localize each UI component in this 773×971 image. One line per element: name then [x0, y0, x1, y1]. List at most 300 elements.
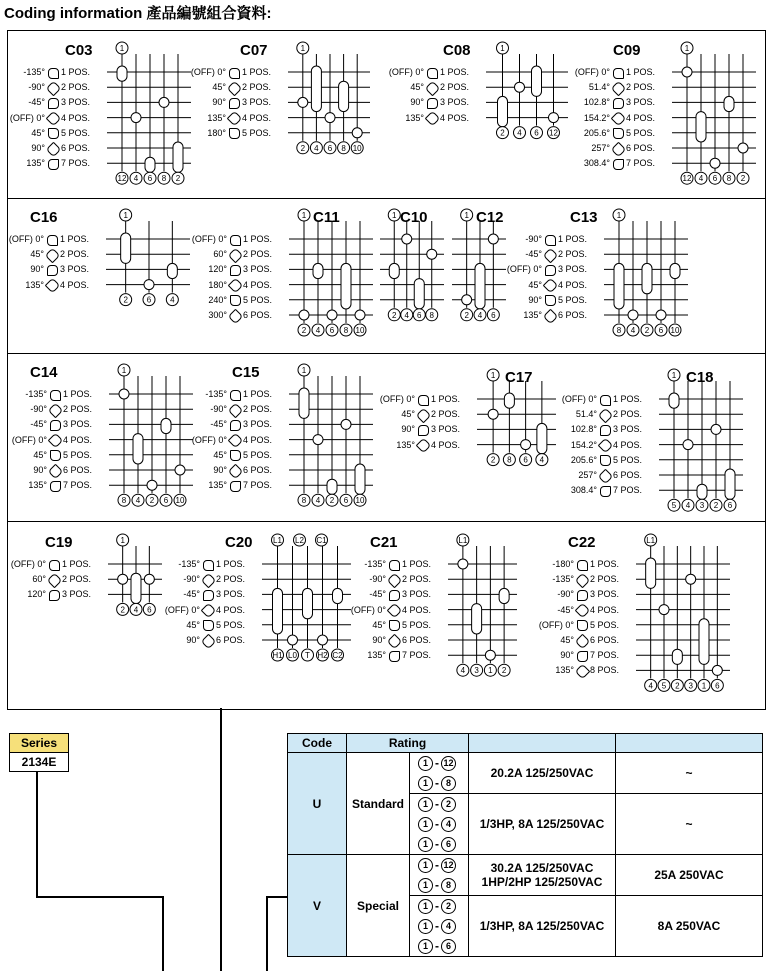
position-label: 2 POS. [440, 82, 470, 93]
connector-line [36, 896, 164, 898]
position-label: 2 POS. [62, 574, 92, 585]
terminal-label: 2 [644, 326, 650, 335]
position-label: 7 POS. [61, 158, 91, 169]
position-angle: (OFF) 0° [9, 112, 45, 123]
terminal-circle-label: 1 [418, 756, 433, 771]
terminal-label: 8 [429, 310, 434, 320]
position-angle: 90° [31, 143, 45, 153]
terminal-label: 1 [119, 44, 125, 53]
position-label: 5 POS. [590, 619, 620, 630]
type-cell: Special [347, 855, 410, 957]
contact-bar [699, 619, 709, 665]
terminal-label: 2 [149, 496, 155, 506]
position-label: 7 POS. [590, 650, 620, 661]
position-label: 1 POS. [60, 234, 90, 244]
terminal-label: 6 [343, 496, 349, 506]
switch-code-label: C09 [613, 42, 641, 59]
position-angle: -135° [364, 559, 386, 569]
position-label: 6 POS. [63, 465, 93, 475]
terminal-label: 6 [327, 143, 333, 153]
terminal-label: 4 [648, 681, 653, 691]
position-label: 2 POS. [63, 404, 93, 415]
terminal-label: 4 [685, 501, 691, 511]
header-blank [616, 734, 763, 753]
position-label: 4 POS. [626, 112, 656, 123]
type-cell: Standard [347, 753, 410, 855]
terminal-circle-label: 1 [418, 817, 433, 832]
position-label: 6 POS. [613, 470, 643, 480]
code-cell: V [288, 855, 347, 957]
terminal-label: 1 [701, 681, 707, 691]
terminal-label: L1 [646, 536, 656, 545]
position-angle: 45° [33, 449, 47, 460]
position-label: 5 POS. [61, 127, 91, 138]
position-label: 6 POS. [216, 635, 246, 645]
terminal-label: 1 [392, 211, 397, 220]
terminal-label: 2 [392, 310, 397, 320]
switch-code-label: C08 [443, 42, 471, 59]
terminal-circle-label: 1 [418, 797, 433, 812]
position-angle: 135° [367, 650, 386, 661]
position-label: 2 POS. [558, 249, 588, 260]
position-angle: 45° [31, 127, 45, 138]
terminal-label: 10 [670, 326, 680, 335]
position-label: 1 POS. [63, 389, 93, 399]
terminal-label: 4 [404, 310, 409, 320]
position-label: 3 POS. [216, 589, 246, 600]
switch-code-label: C07 [240, 42, 268, 59]
terminal-label: 1 [300, 44, 306, 53]
terminal-circle-label: 12 [441, 756, 456, 771]
position-label: 4 POS. [243, 434, 273, 445]
position-label: 5 POS. [216, 619, 246, 630]
position-label: 3 POS. [63, 419, 93, 430]
terminal-label: L0 [288, 651, 297, 660]
terminal-label: 8 [121, 496, 127, 506]
position-angle: 120° [208, 264, 227, 275]
connector-line [36, 771, 38, 898]
position-angle: 205.6° [583, 127, 610, 138]
position-angle: -45° [183, 589, 200, 600]
position-label: 3 POS. [558, 264, 588, 275]
terminal-circle-label: 1 [418, 899, 433, 914]
position-angle: -135° [25, 389, 47, 399]
switch-code-label: C03 [65, 42, 93, 59]
switch-code-label: C19 [45, 534, 73, 551]
position-label: 3 POS. [431, 424, 461, 435]
position-angle: (OFF) 0° [191, 234, 227, 244]
position-angle: 45° [372, 619, 386, 630]
position-angle: -135° [178, 559, 200, 569]
terminal-label: 3 [688, 681, 693, 691]
position-label: 5 POS. [402, 619, 432, 630]
terminal-label: 6 [658, 326, 664, 335]
position-angle: 300° [208, 310, 227, 320]
terminal-label: 1 [464, 211, 469, 220]
position-angle: (OFF) 0° [388, 67, 424, 77]
terminal-label: 2 [501, 666, 507, 676]
position-angle: 135° [28, 480, 47, 491]
terminal-label: 1 [123, 211, 128, 220]
position-angle: (OFF) 0° [561, 394, 597, 404]
terminal-label: 6 [534, 128, 539, 138]
terminal-label: L1 [273, 536, 282, 545]
position-angle: -135° [23, 67, 45, 77]
terminal-label: 4 [133, 605, 139, 615]
rating-cell: 1/3HP, 8A 125/250VAC [469, 794, 616, 855]
terminal-label: T [305, 651, 310, 660]
terminal-label: 6 [727, 501, 733, 511]
terminal-label: 4 [315, 326, 321, 335]
position-angle: 102.8° [570, 424, 597, 435]
position-angle: (OFF) 0° [506, 264, 542, 275]
position-angle: 90° [213, 465, 227, 475]
position-angle: 205.6° [570, 454, 597, 465]
position-angle: -45° [28, 97, 45, 108]
position-label: 1 POS. [242, 67, 272, 77]
position-angle: -90° [28, 82, 45, 93]
terminal-circle-label: 2 [441, 899, 456, 914]
terminal-label: 1 [500, 44, 505, 53]
position-angle: 45° [401, 409, 415, 420]
position-angle: 154.2° [583, 112, 610, 123]
contact-bar [646, 558, 656, 588]
page-title: Coding information 產品編號組合資料: [4, 5, 272, 22]
position-angle: 135° [523, 310, 542, 320]
position-angle: -45° [557, 604, 574, 615]
series-header: Series [9, 733, 69, 753]
position-label: 3 POS. [60, 264, 90, 275]
position-label: 1 POS. [626, 67, 656, 77]
position-label: 1 POS. [558, 234, 588, 244]
terminal-label: 4 [315, 496, 321, 506]
terminal-label: 2 [675, 681, 680, 691]
position-angle: (OFF) 0° [164, 604, 200, 615]
position-label: 4 POS. [63, 434, 93, 445]
position-angle: (OFF) 0° [11, 434, 47, 445]
position-label: 1 POS. [61, 67, 91, 77]
position-angle: -45° [525, 249, 542, 260]
position-angle: (OFF) 0° [350, 604, 386, 615]
terminal-label: 4 [477, 310, 483, 320]
position-label: 5 POS. [626, 127, 656, 138]
position-label: 5 POS. [613, 454, 643, 465]
position-angle: 154.2° [570, 439, 597, 450]
terminal-circle-label: 8 [441, 878, 456, 893]
terminal-label: 2 [464, 310, 469, 320]
position-label: 1 POS. [590, 559, 620, 569]
terminal-label: 2 [120, 605, 125, 615]
position-angle: 257° [591, 143, 610, 153]
position-label: 6 POS. [243, 310, 273, 320]
position-angle: 120° [27, 589, 46, 600]
position-label: 4 POS. [558, 279, 588, 290]
terminal-circle-label: 1 [418, 837, 433, 852]
position-angle: -90° [30, 404, 47, 415]
terminal-label: 4 [517, 128, 522, 138]
position-angle: 135° [405, 112, 424, 123]
position-label: 2 POS. [242, 82, 272, 93]
position-angle: 135° [555, 665, 574, 676]
terminal-label: 8 [301, 496, 307, 506]
position-label: 4 POS. [613, 439, 643, 450]
position-label: 6 POS. [626, 143, 656, 153]
position-label: 1 POS. [402, 559, 432, 569]
position-angle: 60° [32, 574, 46, 585]
position-label: 6 POS. [243, 465, 273, 475]
position-angle: 90° [212, 97, 226, 108]
position-label: 5 POS. [242, 127, 272, 138]
terminal-label: 12 [682, 174, 692, 184]
connector-line [266, 896, 288, 898]
terminal-label: C2 [332, 651, 343, 660]
terminal-label: 2 [329, 496, 335, 506]
position-label: 1 POS. [62, 559, 92, 569]
position-label: 2 POS. [402, 574, 432, 585]
terminal-circle-label: 6 [441, 939, 456, 954]
switch-code-label: C22 [568, 534, 596, 551]
terminal-label: 6 [715, 681, 720, 691]
position-label: 3 POS. [243, 264, 273, 275]
terminal-label: 4 [539, 455, 545, 465]
position-label: 1 POS. [243, 389, 273, 399]
position-label: 5 POS. [558, 294, 588, 305]
position-angle: 90° [401, 424, 415, 435]
position-label: 6 POS. [61, 143, 91, 153]
position-angle: 45° [528, 279, 542, 290]
position-label: 4 POS. [243, 279, 273, 290]
position-angle: 90° [528, 294, 542, 305]
position-label: 3 POS. [242, 97, 272, 108]
connector-line [266, 896, 268, 971]
position-angle: 90° [560, 650, 574, 661]
terminal-label: 2 [490, 455, 496, 465]
position-angle: (OFF) 0° [379, 394, 415, 404]
position-label: 2 POS. [61, 82, 91, 93]
combo-cell: 1 - 12 1 - 8 [410, 855, 469, 896]
position-label: 4 POS. [242, 112, 272, 123]
series-value: 2134E [9, 752, 69, 772]
contact-point [686, 574, 696, 584]
position-angle: -90° [525, 234, 542, 244]
position-label: 2 POS. [590, 574, 620, 585]
position-angle: 180° [208, 279, 227, 290]
terminal-circle-label: 6 [441, 837, 456, 852]
terminal-label: L2 [295, 536, 304, 545]
table-row [288, 855, 763, 896]
position-label: 4 POS. [60, 279, 90, 290]
terminal-label: 4 [135, 496, 141, 506]
position-angle: 45° [186, 619, 200, 630]
terminal-label: 12 [117, 174, 127, 184]
contact-point [712, 665, 722, 675]
header-blank [469, 734, 616, 753]
position-label: 7 POS. [613, 485, 643, 496]
position-angle: 180° [207, 127, 226, 138]
combo-cell: 1 - 2 1 - 4 1 - 6 [410, 896, 469, 957]
rating-table [287, 733, 763, 957]
switch-code-label: C17 [505, 369, 533, 386]
switch-code-label: C20 [225, 534, 253, 551]
terminal-label: 2 [123, 295, 128, 305]
position-label: 5 POS. [243, 294, 273, 305]
switch-code-label: C18 [686, 369, 714, 386]
terminal-label: 6 [523, 455, 528, 465]
position-angle: -45° [210, 419, 227, 430]
terminal-label: 10 [355, 326, 365, 335]
position-angle: 45° [30, 249, 44, 260]
terminal-circle-label: 4 [441, 817, 456, 832]
position-label: 3 POS. [440, 97, 470, 108]
terminal-label: 4 [698, 174, 704, 184]
position-angle: 90° [30, 264, 44, 275]
header-code: Code [288, 734, 347, 753]
connector-line [162, 896, 164, 971]
terminal-circle-label: 12 [441, 858, 456, 873]
position-label: 3 POS. [402, 589, 432, 600]
terminal-label: 3 [699, 501, 705, 511]
terminal-label: 6 [147, 174, 153, 184]
terminal-label: 8 [616, 326, 622, 335]
terminal-label: 5 [671, 501, 677, 511]
position-label: 5 POS. [243, 449, 273, 460]
position-label: 4 POS. [61, 112, 91, 123]
position-angle: -135° [205, 389, 227, 399]
position-label: 7 POS. [63, 480, 93, 491]
terminal-label: 6 [417, 310, 422, 320]
terminal-label: 1 [616, 211, 622, 220]
rating-cell: 1/3HP, 8A 125/250VAC [469, 896, 616, 957]
header-rating: Rating [347, 734, 469, 753]
terminal-label: 10 [175, 496, 185, 506]
terminal-circle-label: 1 [418, 939, 433, 954]
terminal-label: 6 [146, 295, 152, 305]
terminal-label: 2 [300, 143, 306, 153]
position-angle: 51.4° [588, 82, 610, 93]
terminal-label: 8 [161, 174, 167, 184]
terminal-circle-label: 2 [441, 797, 456, 812]
position-angle: 102.8° [583, 97, 610, 108]
terminal-label: 10 [355, 496, 365, 506]
terminal-circle-label: 1 [418, 776, 433, 791]
terminal-label: 4 [314, 143, 319, 153]
position-angle: 308.4° [570, 485, 597, 496]
switch-code-label: C12 [476, 209, 504, 226]
position-label: 5 POS. [63, 449, 93, 460]
terminal-label: 1 [671, 371, 677, 380]
position-label: 2 POS. [613, 409, 643, 420]
terminal-label: 1 [301, 366, 307, 375]
position-label: 6 POS. [558, 310, 588, 320]
switch-code-label: C11 [313, 209, 340, 226]
terminal-label: 2 [713, 501, 719, 511]
terminal-label: 2 [500, 128, 505, 138]
contact-point [659, 605, 669, 615]
terminal-label: 6 [329, 326, 335, 335]
terminal-label: 4 [460, 666, 466, 676]
terminal-label: 1 [121, 366, 127, 375]
position-label: 7 POS. [626, 158, 656, 169]
terminal-label: 4 [133, 174, 139, 184]
terminal-label: H1 [272, 651, 283, 660]
position-label: 2 POS. [626, 82, 656, 93]
position-angle: 257° [578, 470, 597, 480]
position-label: 1 POS. [216, 559, 246, 569]
position-label: 8 POS. [590, 665, 620, 676]
terminal-label: L1 [458, 536, 468, 545]
position-angle: (OFF) 0° [10, 559, 46, 569]
terminal-label: 8 [507, 455, 512, 465]
terminal-circle-label: 1 [418, 878, 433, 893]
code-cell: U [288, 753, 347, 855]
position-angle: -45° [30, 419, 47, 430]
position-label: 1 POS. [613, 394, 643, 404]
position-angle: 308.4° [583, 158, 610, 169]
position-label: 4 POS. [216, 604, 246, 615]
special-rating-cell: ~ [616, 794, 763, 855]
position-angle: -180° [552, 559, 574, 569]
switch-code-label: C10 [400, 209, 428, 226]
combo-cell: 1 - 2 1 - 4 1 - 6 [410, 794, 469, 855]
position-angle: 90° [372, 635, 386, 645]
terminal-label: 1 [120, 536, 125, 545]
position-label: 4 POS. [440, 112, 470, 123]
position-label: 4 POS. [590, 604, 620, 615]
position-angle: -90° [210, 404, 227, 415]
terminal-circle-label: 8 [441, 776, 456, 791]
position-label: 3 POS. [613, 424, 643, 435]
position-angle: 135° [208, 480, 227, 491]
switch-code-label: C16 [30, 209, 58, 226]
position-angle: -90° [557, 589, 574, 600]
terminal-label: 4 [170, 295, 175, 305]
position-label: 3 POS. [61, 97, 91, 108]
position-label: 7 POS. [243, 480, 273, 491]
position-label: 1 POS. [243, 234, 273, 244]
terminal-label: 4 [630, 326, 636, 335]
terminal-label: 8 [341, 143, 346, 153]
position-label: 6 POS. [402, 635, 432, 645]
terminal-label: H2 [317, 651, 328, 660]
rating-cell: 20.2A 125/250VAC [469, 753, 616, 794]
position-angle: 135° [396, 439, 415, 450]
position-angle: 45° [212, 82, 226, 93]
terminal-label: 1 [488, 666, 493, 676]
terminal-circle-label: 1 [418, 919, 433, 934]
terminal-label: 2 [740, 174, 746, 184]
terminal-label: 3 [474, 666, 479, 676]
combo-cell: 1 - 12 1 - 8 [410, 753, 469, 794]
position-angle: 45° [410, 82, 424, 93]
position-label: 2 POS. [216, 574, 246, 585]
terminal-label: 12 [549, 128, 558, 138]
position-angle: (OFF) 0° [190, 67, 226, 77]
terminal-label: 8 [726, 174, 732, 184]
position-angle: 90° [186, 635, 200, 645]
terminal-circle-label: 1 [418, 858, 433, 873]
terminal-label: 8 [343, 326, 349, 335]
terminal-label: 2 [175, 174, 181, 184]
position-angle: 135° [207, 112, 226, 123]
position-label: 2 POS. [243, 249, 273, 260]
position-angle: (OFF) 0° [191, 434, 227, 445]
position-angle: 60° [213, 249, 227, 260]
position-angle: 45° [213, 449, 227, 460]
switch-code-label: C14 [30, 364, 58, 381]
position-angle: 45° [560, 635, 574, 645]
position-angle: 90° [410, 97, 424, 108]
contact-bar [672, 649, 682, 664]
